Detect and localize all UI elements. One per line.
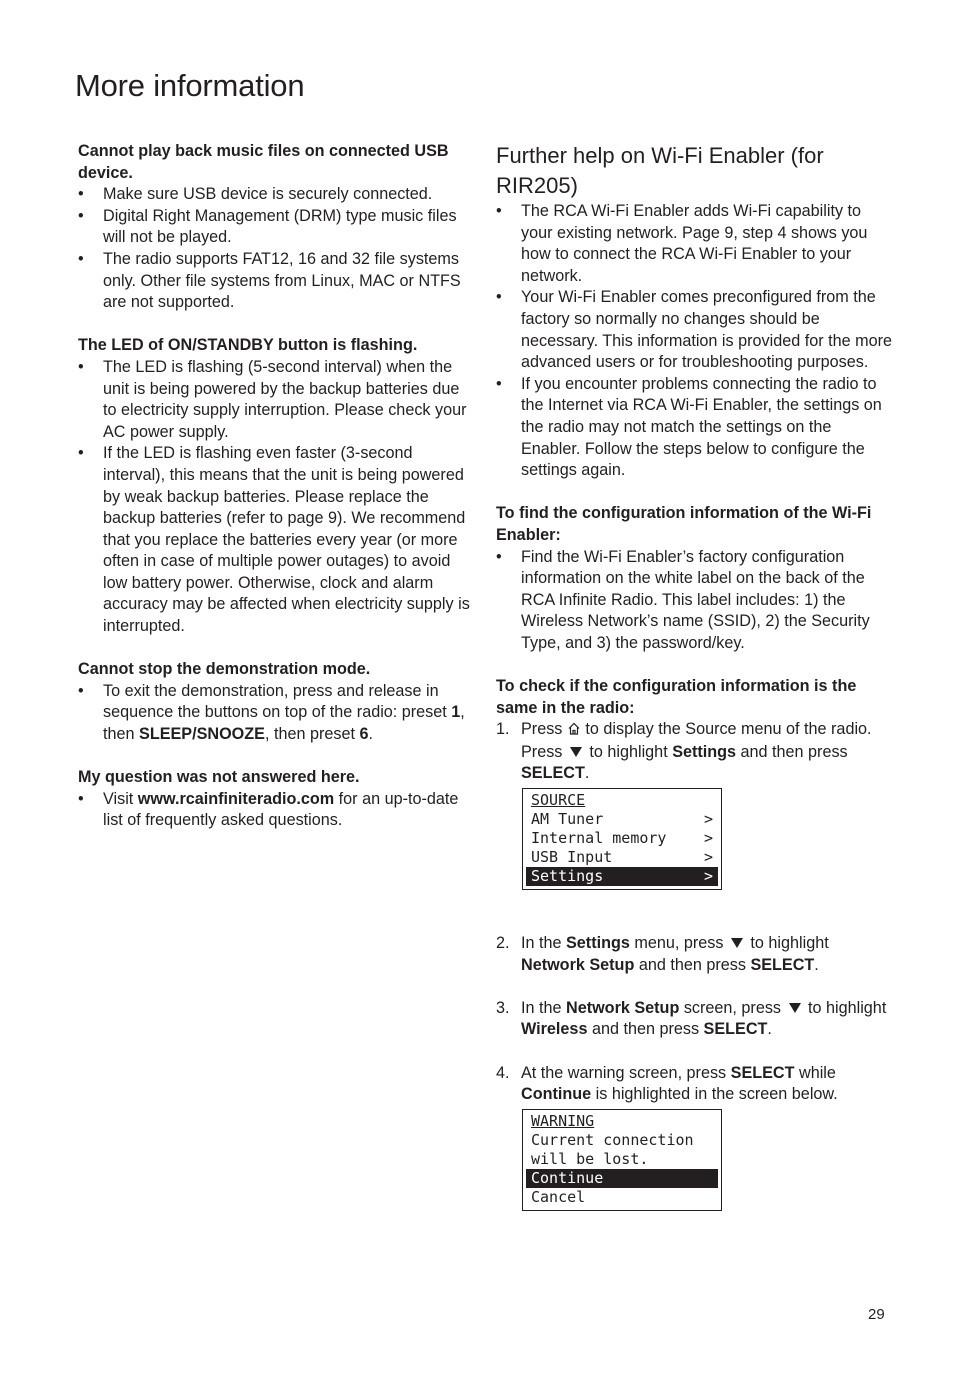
bullet-item [78,681,474,746]
lcd-row-label: will be lost. [531,1149,649,1168]
text: and then press [587,1020,704,1039]
network-setup-label: Network Setup [521,955,635,974]
right-column [496,141,892,1211]
section-heading: To find the configuration information of the Wi-Fi Enabler: [496,504,872,544]
text: while [794,1063,836,1082]
text: Press [521,720,567,739]
settings-label: Settings [672,742,737,761]
network-setup-label: Network Setup [566,998,680,1017]
bullet-list [78,681,474,746]
bullet-item: • If you encounter problems connecting the radio to the Internet via RCA Wi-Fi Enabler, the settings on the radio may not match the settings on the Enabler. Follow the steps below to configure the settings again. [496,374,892,482]
find-config-section [496,503,892,654]
lcd-row [526,810,718,829]
bullet-item: • The RCA Wi-Fi Enabler adds Wi-Fi capability to your existing network. Page 9, step 4 shows you how to connect the RCA Wi-Fi Enabler to your network. [496,201,892,287]
text: and then press [736,742,848,761]
text: . [767,1020,772,1039]
bullet-item: • If the LED is flashing even faster (3-second interval), this means that the unit is being powered by weak backup batteries. Please replace the backup batteries (refer to page 9). We recommend that you replace the batteries every year (or more often in case of multiple power outages) to avoid low battery power. Otherwise, clock and alarm accuracy may be affected when electricity supply is interrupted. [78,443,474,637]
bullet-item: • Digital Right Management (DRM) type music files will not be played. [78,206,474,249]
text: and then press [634,955,751,974]
text: for an up-to-date list of frequently asked questions. [103,789,459,830]
lcd-row-label: Settings [531,867,604,886]
down-arrow-icon [570,747,582,757]
page-title: More information [75,68,305,103]
led-flashing-section [78,335,474,637]
wireless-label: Wireless [521,1020,588,1039]
lcd-row-label: Cancel [531,1187,586,1206]
bullet-item: • The radio supports FAT12, 16 and 32 file systems only. Other file systems from Linux, MAC or NTFS are not supported. [78,249,474,314]
left-column [78,141,474,854]
lcd-title: WARNING [531,1111,595,1130]
text: , then preset [264,725,360,744]
lcd-row-arrow: > [703,867,713,886]
step-item [496,933,892,976]
bullet-item: • Your Wi-Fi Enabler comes preconfigured from the factory so normally no changes should be necessary. This information is provided for the more advanced users or for troubleshooting purposes. [496,287,892,373]
text: To exit the demonstration, press and release in sequence the buttons on top of the radio: preset [103,681,452,722]
usb-playback-section [78,141,474,314]
wifi-enabler-title: Further help on Wi-Fi Enabler (for RIR205) [496,143,824,198]
text: to display the Source menu of the radio. Press [521,720,872,761]
steps-list [496,719,892,1211]
text: In the [521,998,566,1017]
section-heading: Cannot play back music files on connected USB device. [78,142,449,182]
step-number: 3. [496,998,510,1017]
section-heading: Cannot stop the demonstration mode. [78,660,371,679]
lcd-row-selected [526,867,718,886]
lcd-row-label: USB Input [531,848,613,867]
text: screen, press [679,998,786,1017]
text: to highlight [584,742,673,761]
lcd-row-label: AM Tuner [531,810,604,829]
down-arrow-icon [731,938,743,948]
bullet-item: • Find the Wi-Fi Enabler’s factory configuration information on the white label on the back of the RCA Infinite Radio. This label includes: 1) the Wireless Network’s name (SSID), 2) the Security Type, and 3) the password/key. [496,547,892,655]
lcd-row-label: Current connection [531,1130,694,1149]
check-config-section [496,676,892,1211]
bullet-list [496,201,892,482]
down-arrow-icon [789,1003,801,1013]
section-heading: To check if the configuration information is the same in the radio: [496,677,857,717]
text: menu, press [629,934,728,953]
text: In the [521,934,566,953]
section-heading: My question was not answered here. [78,768,360,787]
text: At the warning screen, press [521,1063,731,1082]
continue-label: Continue [521,1085,592,1104]
bullet-list [78,357,474,638]
lcd-title-row [526,791,718,810]
text: to highlight [803,998,887,1017]
lcd-title-row [526,1112,718,1131]
demo-mode-section [78,659,474,745]
lcd-row-arrow: > [703,848,713,867]
bullet-item: • The LED is flashing (5-second interval) when the unit is being powered by the backup batteries due to electricity supply interruption. Please check your AC power supply. [78,357,474,443]
preset-6-label: 6 [359,725,369,744]
text: . [584,764,590,783]
text: to highlight [745,934,829,953]
website-link[interactable]: www.rcainfiniteradio.com [137,789,335,808]
bullet-item: • Make sure USB device is securely connected. [78,184,474,206]
preset-1-label: 1 [451,703,461,722]
sleep-snooze-label: SLEEP/SNOOZE [139,725,265,744]
settings-label: Settings [566,934,630,953]
lcd-row-label: Continue [531,1168,604,1187]
select-label: SELECT [521,764,585,783]
text: . [814,955,819,974]
text: is highlighted in the screen below. [591,1085,838,1104]
lcd-title: SOURCE [531,791,586,810]
lcd-row [526,848,718,867]
lcd-row-selected [526,1169,718,1188]
lcd-row [526,1188,718,1207]
lcd-row-arrow: > [703,810,713,829]
step-number: 1. [496,720,510,739]
text: Visit [103,789,138,808]
step-item [496,998,892,1041]
step-number: 2. [496,934,510,953]
select-label: SELECT [750,955,815,974]
step-item [496,1063,892,1211]
lcd-row-arrow: > [703,829,713,848]
lcd-row [526,1131,718,1150]
question-section [78,767,474,832]
section-heading: The LED of ON/STANDBY button is flashing. [78,336,418,355]
wifi-intro-section [496,201,892,482]
warning-screen [522,1109,722,1211]
step-item [496,719,892,890]
bullet-item [78,789,474,832]
step-number: 4. [496,1063,510,1082]
home-icon [568,720,580,742]
text: . [368,725,373,744]
bullet-list [78,184,474,314]
page-number: 29 [868,1306,885,1323]
select-label: SELECT [730,1063,795,1082]
text: , then [103,703,465,744]
lcd-row-label: Internal memory [531,829,667,848]
select-label: SELECT [703,1020,768,1039]
source-screen [522,788,722,890]
lcd-row [526,1150,718,1169]
lcd-row [526,829,718,848]
bullet-list [496,547,892,655]
bullet-list [78,789,474,832]
